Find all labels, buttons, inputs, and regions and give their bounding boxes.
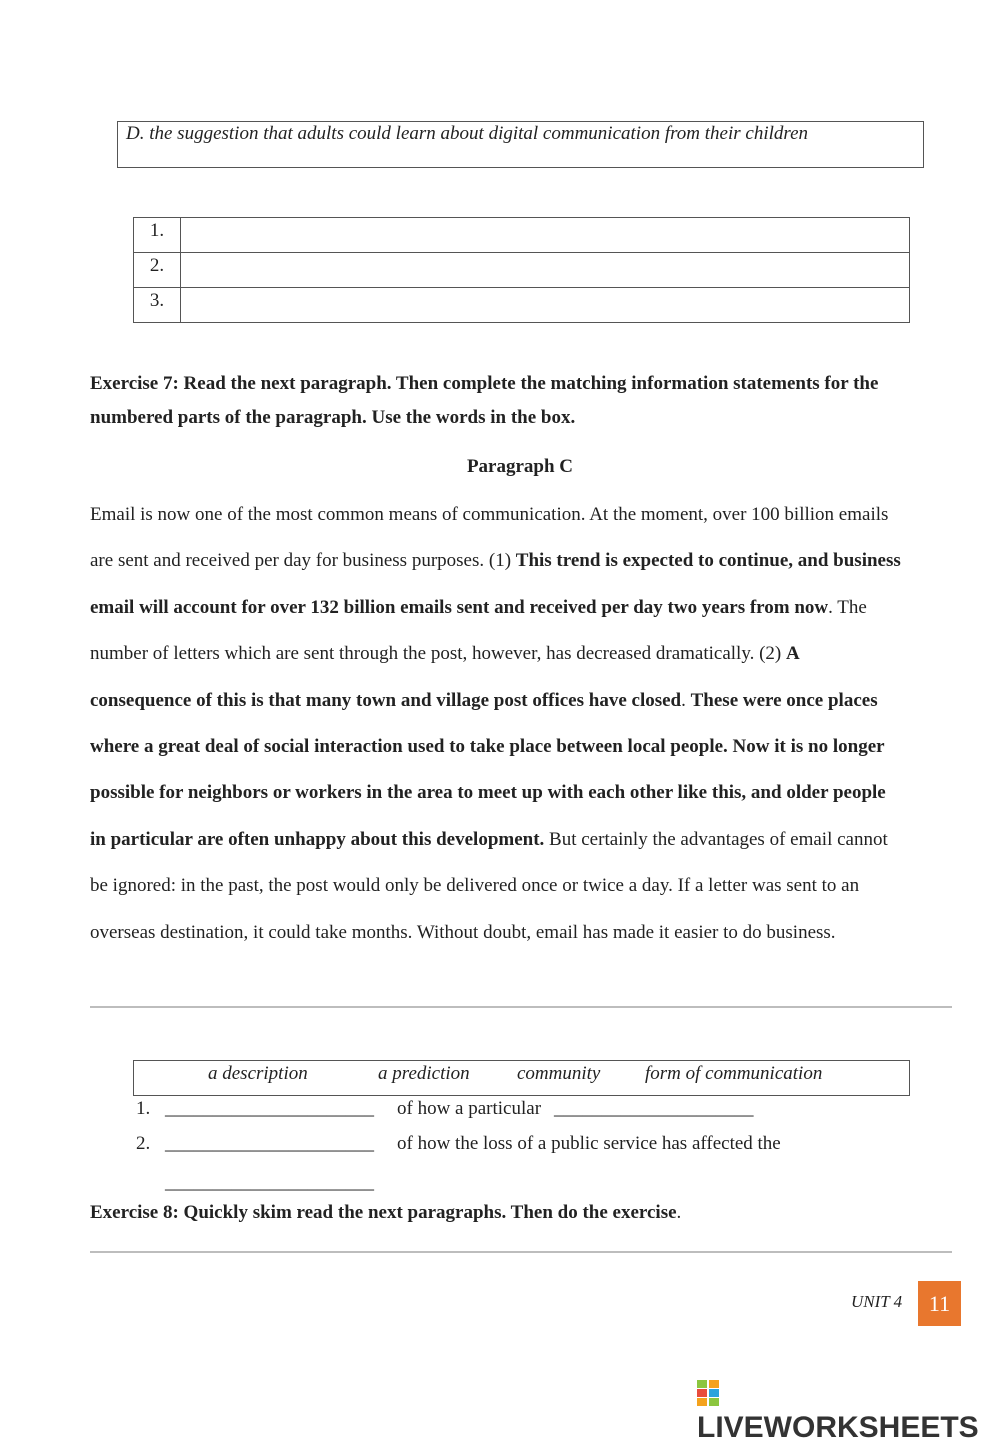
- answer-cell[interactable]: [181, 253, 910, 288]
- divider: [90, 1251, 952, 1253]
- word-option: a prediction: [378, 1063, 470, 1084]
- row-number: 1.: [134, 218, 181, 253]
- row-number: 3.: [134, 288, 181, 323]
- statement-2-number: 2.: [136, 1133, 151, 1154]
- paragraph-line: [90, 631, 960, 677]
- word-option: a description: [208, 1063, 308, 1084]
- text-span: . The: [828, 596, 867, 618]
- paragraph-line: overseas destination, it could take months. Without doubt, email has made it easier to do business.: [90, 921, 836, 943]
- exercise8-heading: [90, 1196, 681, 1230]
- bold-span: These were once places: [690, 689, 878, 711]
- option-d-box: [117, 121, 924, 168]
- divider: [90, 1006, 952, 1008]
- text-span: .: [681, 689, 691, 711]
- exercise7-heading-line2: numbered parts of the paragraph. Use the words in the box.: [90, 407, 576, 428]
- liveworksheets-mark-icon: [697, 1380, 719, 1406]
- text-span: But certainly the advantages of email cannot: [544, 828, 888, 850]
- answer-table: [133, 217, 910, 323]
- page-number: 11: [918, 1281, 961, 1326]
- bold-span: consequence of this is that many town and village post offices have closed: [90, 689, 682, 711]
- paragraph-title: Paragraph C: [466, 456, 574, 477]
- bold-span: Exercise 8: Quickly skim read the next paragraphs. Then do the exercise: [90, 1202, 677, 1223]
- text-span: .: [676, 1202, 682, 1223]
- paragraph-line: [90, 585, 960, 631]
- statement-2-blank[interactable]: ______________________: [165, 1133, 374, 1154]
- option-d-text: D. the suggestion that adults could learn about digital communication from their children: [126, 123, 809, 144]
- word-option: community: [517, 1063, 601, 1084]
- paragraph-line: be ignored: in the past, the post would only be delivered once or twice a day. If a letter was sent to an: [90, 875, 860, 897]
- paragraph-line: [90, 678, 960, 724]
- statement-1-blank2[interactable]: _____________________: [554, 1098, 754, 1119]
- paragraph-c: [90, 492, 960, 956]
- unit-label: UNIT 4: [851, 1292, 903, 1311]
- paragraph-line: [90, 817, 960, 863]
- bold-span: in particular are often unhappy about this development.: [90, 828, 545, 850]
- table-row: [134, 288, 910, 323]
- table-row: [134, 253, 910, 288]
- bold-span: possible for neighbors or workers in the area to meet up with each other like this, and older people: [90, 782, 886, 804]
- bold-span: A: [786, 643, 800, 665]
- word-option: form of communication: [645, 1063, 823, 1084]
- paragraph-line: [90, 538, 960, 584]
- bold-span: This trend is expected to continue, and business: [515, 550, 901, 572]
- paragraph-line: Email is now one of the most common means of communication. At the moment, over 100 billion emails: [90, 504, 889, 525]
- liveworksheets-logo: [697, 1377, 1000, 1445]
- paragraph-line: [90, 770, 960, 816]
- statement-1-text: of how a particular: [397, 1098, 542, 1119]
- text-span: number of letters which are sent through the post, however, has decreased dramatically. (2): [90, 643, 787, 665]
- word-box: [133, 1060, 910, 1096]
- statement-2-blank2[interactable]: ______________________: [165, 1172, 374, 1193]
- table-row: [134, 218, 910, 253]
- row-number: 2.: [134, 253, 181, 288]
- paragraph-line: [90, 724, 960, 770]
- statement-1-blank[interactable]: ______________________: [165, 1098, 374, 1119]
- text-span: are sent and received per day for business purposes. (1): [90, 550, 516, 572]
- answer-cell[interactable]: [181, 288, 910, 323]
- bold-span: where a great deal of social interaction used to take place between local people. Now it is no longer: [90, 736, 885, 758]
- exercise7-heading-line1: Exercise 7: Read the next paragraph. Then complete the matching information statements for the: [90, 373, 879, 394]
- answer-cell[interactable]: [181, 218, 910, 253]
- logo-text: LIVEWORKSHEETS: [697, 1411, 979, 1444]
- statement-1-number: 1.: [136, 1098, 151, 1119]
- statement-2-text: of how the loss of a public service has affected the: [397, 1133, 781, 1154]
- bold-span: email will account for over 132 billion emails sent and received per day two years from now: [90, 596, 829, 618]
